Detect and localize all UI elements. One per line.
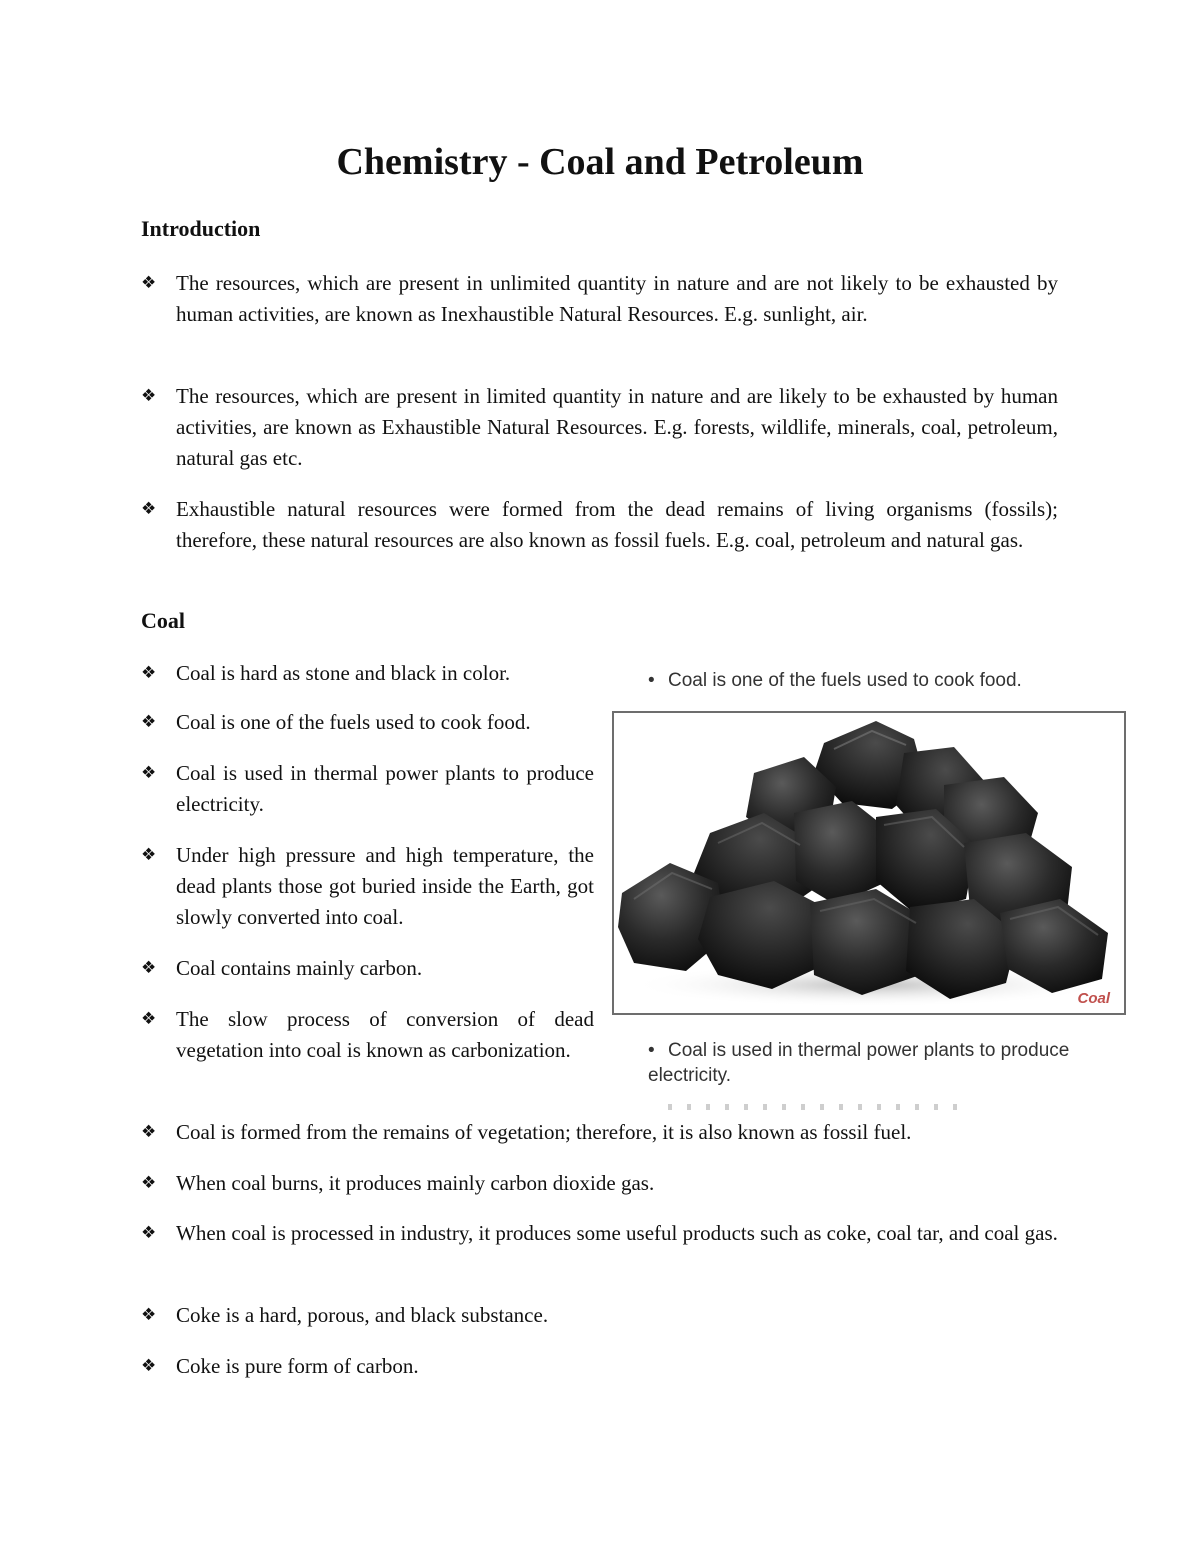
list-item	[141, 1351, 1058, 1382]
diamond-bullet-icon: ❖	[141, 712, 157, 732]
diamond-bullet-icon: ❖	[141, 1173, 157, 1193]
bullet-text: When coal is processed in industry, it produces some useful products such as coke, coal tar, and coal gas.	[176, 1221, 1058, 1245]
caption-dot-icon: •	[648, 670, 655, 691]
list-item	[141, 758, 594, 820]
page-title: Chemistry - Coal and Petroleum	[336, 141, 864, 183]
diamond-bullet-icon: ❖	[141, 1122, 157, 1142]
bullet-text: The resources, which are present in unlimited quantity in nature and are not likely to be exhausted by human activities, are known as Inexhaustible Natural Resources. E.g. sunlight, air.	[176, 271, 1058, 326]
bullet-text: Coal is one of the fuels used to cook food.	[176, 710, 531, 734]
bullet-text: Coal contains mainly carbon.	[176, 956, 423, 980]
bullet-text: Under high pressure and high temperature, the dead plants those got buried inside the Earth, got slowly converted into coal.	[176, 843, 594, 929]
diamond-bullet-icon: ❖	[141, 273, 157, 293]
diamond-bullet-icon: ❖	[141, 1009, 157, 1029]
diamond-bullet-icon: ❖	[141, 958, 157, 978]
list-item	[141, 268, 1058, 330]
bullet-text: When coal burns, it produces mainly carbon dioxide gas.	[176, 1171, 655, 1195]
list-item	[141, 953, 594, 984]
introduction-heading: Introduction	[141, 216, 261, 241]
list-item	[141, 381, 1058, 474]
bullet-text: Coal is formed from the remains of vegetation; therefore, it is also known as fossil fuel.	[176, 1120, 912, 1144]
list-item	[141, 1168, 1058, 1199]
coal-image	[612, 711, 1126, 1015]
figure-caption-top-text: Coal is one of the fuels used to cook food.	[668, 670, 1022, 691]
list-item	[141, 1004, 594, 1066]
diamond-bullet-icon: ❖	[141, 1305, 157, 1325]
coal-heading: Coal	[141, 608, 185, 633]
cropped-text-remnant	[668, 1104, 960, 1110]
bullet-text: Coke is pure form of carbon.	[176, 1354, 419, 1378]
list-item	[141, 494, 1058, 556]
bullet-text: The resources, which are present in limited quantity in nature and are likely to be exhausted by human activities, are known as Exhaustible Natural Resources. E.g. forests, wildlife, minerals, coal, petroleum, natural gas etc.	[176, 384, 1058, 470]
diamond-bullet-icon: ❖	[141, 386, 157, 406]
bullet-text: Coke is a hard, porous, and black substance.	[176, 1303, 549, 1327]
list-item	[141, 1117, 1058, 1148]
caption-dot-icon: •	[648, 1040, 655, 1061]
list-item	[141, 707, 594, 738]
bullet-text: The slow process of conversion of dead vegetation into coal is known as carbonization.	[176, 1007, 594, 1062]
figure-caption-bottom-text: Coal is used in thermal power plants to produce electricity.	[648, 1040, 1070, 1086]
coal-image-label: Coal	[1077, 990, 1110, 1007]
coal-pile-illustration	[614, 713, 1124, 1013]
figure-caption-bottom	[648, 1038, 1108, 1088]
list-item	[141, 840, 594, 933]
diamond-bullet-icon: ❖	[141, 1223, 157, 1243]
diamond-bullet-icon: ❖	[141, 763, 157, 783]
diamond-bullet-icon: ❖	[141, 1356, 157, 1376]
list-item	[141, 658, 594, 689]
bullet-text: Coal is used in thermal power plants to produce electricity.	[176, 761, 594, 816]
bullet-text: Exhaustible natural resources were formed from the dead remains of living organisms (fossils); therefore, these natural resources are also known as fossil fuels. E.g. coal, petroleum and natural gas.	[176, 497, 1058, 552]
diamond-bullet-icon: ❖	[141, 845, 157, 865]
bullet-text: Coal is hard as stone and black in color.	[176, 661, 511, 685]
diamond-bullet-icon: ❖	[141, 663, 157, 683]
diamond-bullet-icon: ❖	[141, 499, 157, 519]
list-item	[141, 1218, 1058, 1249]
figure-caption-top	[648, 668, 1128, 693]
list-item	[141, 1300, 1058, 1331]
